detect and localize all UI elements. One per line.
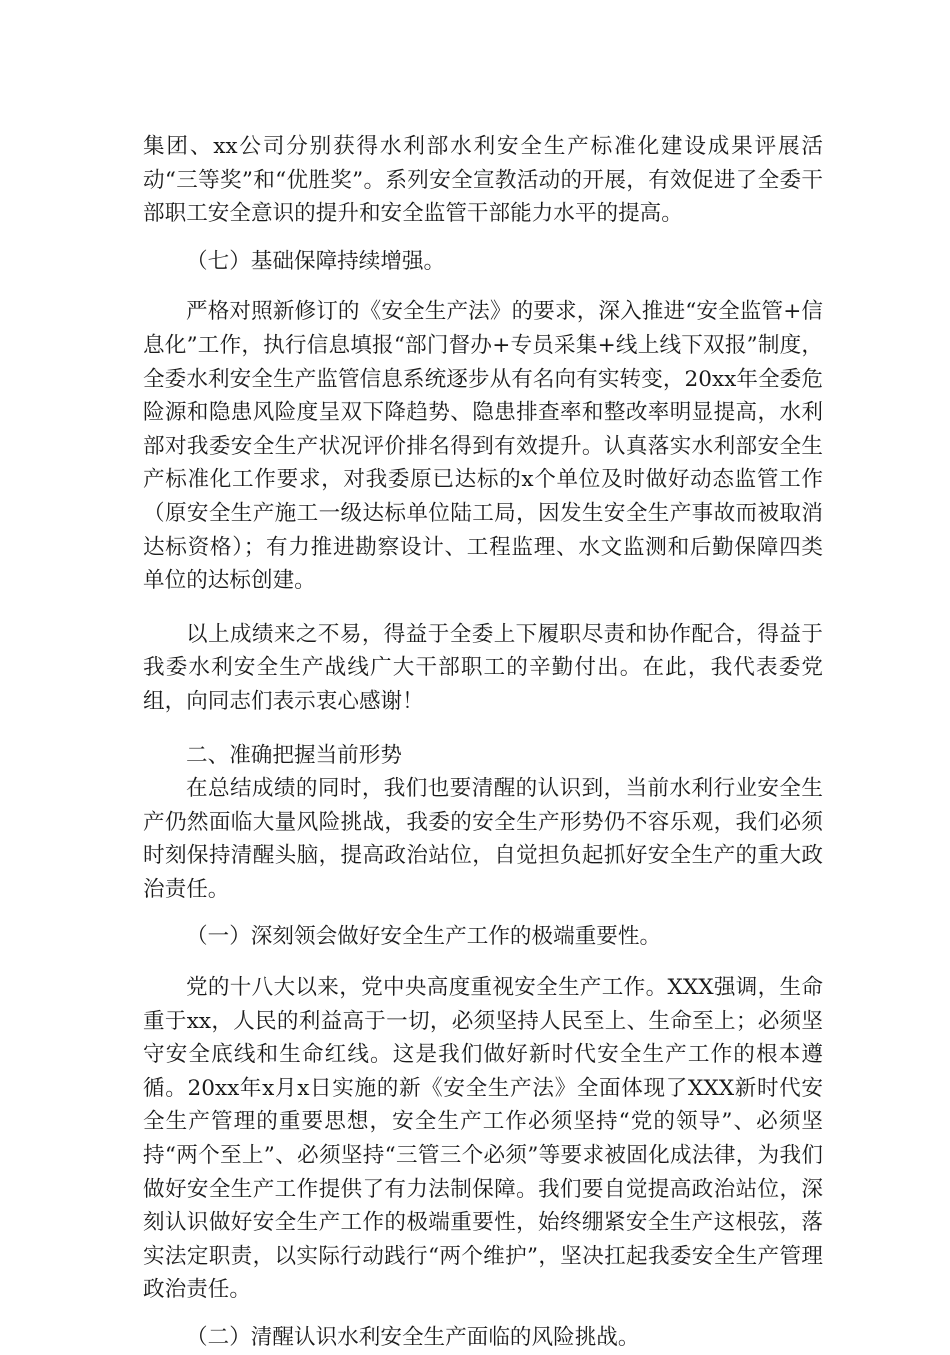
paragraph-risk-awareness: 在总结成绩的同时，我们也要清醒的认识到，当前水利行业安全生产仍然面临大量风险挑战，我委的安全生产形势仍不容乐观，我们必须时刻保持清醒头脑，提高政治站位，自觉担负起抓好安全生产的重大政治责任。 xyxy=(143,776,823,902)
paragraph-awards: 集团、xx公司分别获得水利部水利安全生产标准化建设成果评展活动“三等奖”和“优胜奖”。系列安全宣教活动的开展，有效促进了全委干部职工安全意识的提升和安全监管干部能力水平的提高。 xyxy=(143,134,823,227)
heading-importance: （一）深刻领会做好安全生产工作的极端重要性。 xyxy=(186,924,662,950)
heading-risk-challenges: （二）清醒认识水利安全生产面临的风险挑战。 xyxy=(186,1325,640,1350)
paragraph-party-policy: 党的十八大以来，党中央高度重视安全生产工作。XXX强调，生命重于xx，人民的利益高于一切，必须坚持人民至上、生命至上；必须坚守安全底线和生命红线。这是我们做好新时代安全生产工作的根本遵循。20xx年x月x日实施的新《安全生产法》全面体现了XXX新时代安全生产管理的重要思想，安全生产工作必须坚持“党的领导”、必须坚持“两个至上”、必须坚持“三管三个必须”等要求被固化成法律，为我们做好安全生产工作提供了有力法制保障。我们要自觉提高政治站位，深刻认识做好安全生产工作的极端重要性，始终绷紧安全生产这根弦，落实法定职责，以实际行动践行“两个维护”，坚决扛起我委安全生产管理政治责任。 xyxy=(143,975,823,1303)
paragraph-thanks: 以上成绩来之不易，得益于全委上下履职尽责和协作配合，得益于我委水利安全生产战线广大干部职工的辛勤付出。在此，我代表委党组，向同志们表示衷心感谢！ xyxy=(143,621,823,714)
paragraph-informatization: 严格对照新修订的《安全生产法》的要求，深入推进“安全监管+信息化”工作，执行信息填报“部门督办+专员采集+线上线下双报”制度，全委水利安全生产监管信息系统逐步从有名向有实转变，20xx年全委危险源和隐患风险度呈双下降趋势、隐患排查率和整改率明显提高，水利部对我委安全生产状况评价排名得到有效提升。认真落实水利部安全生产标准化工作要求，对我委原已达标的x个单位及时做好动态监管工作（原安全生产施工一级达标单位陆工局，因发生安全生产事故而被取消达标资格）；有力推进勘察设计、工程监理、水文监测和后勤保障四类单位的达标创建。 xyxy=(143,299,823,594)
document-body xyxy=(143,130,823,1355)
section-heading-situation: 二、准确把握当前形势 xyxy=(186,742,402,768)
heading-basic-guarantee: （七）基础保障持续增强。 xyxy=(186,248,446,274)
